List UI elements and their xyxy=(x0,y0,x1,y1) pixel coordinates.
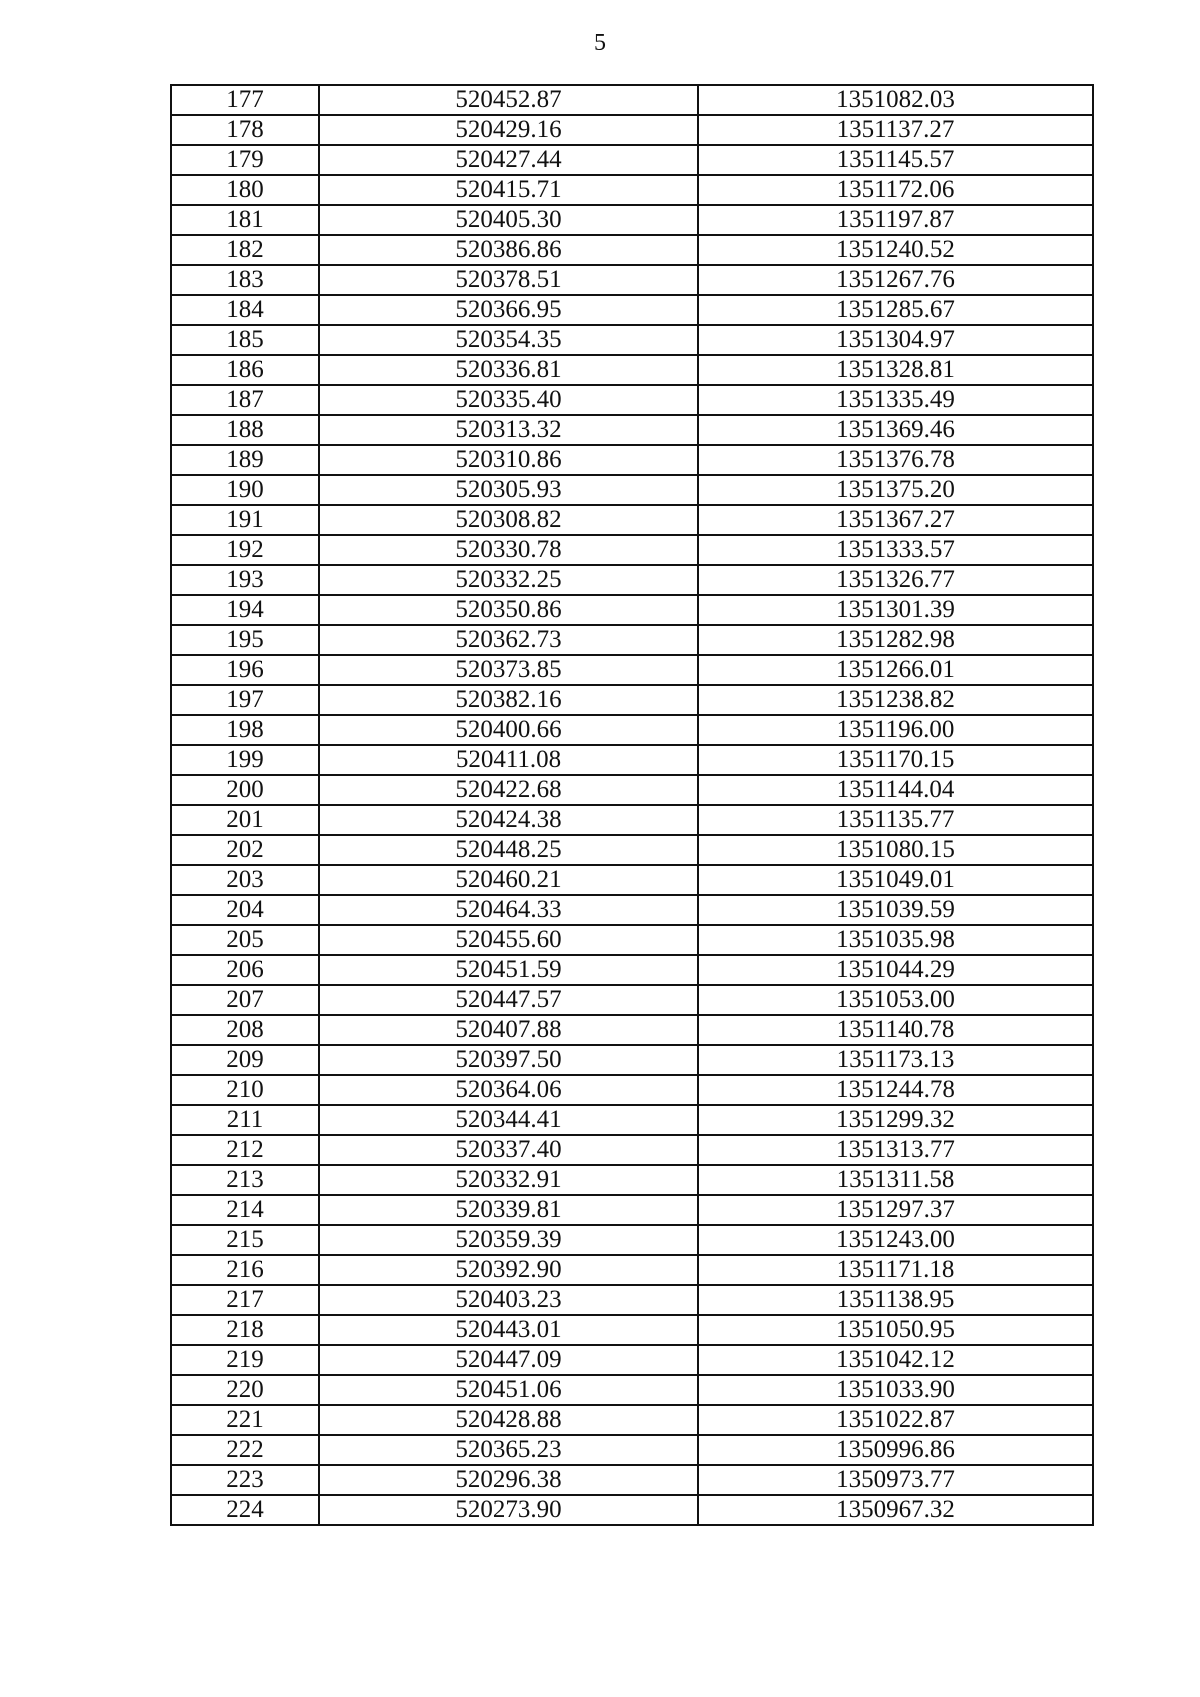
table-row xyxy=(171,895,1093,925)
point-number-cell: 197 xyxy=(171,685,319,715)
table-row xyxy=(171,745,1093,775)
table-row xyxy=(171,685,1093,715)
x-coordinate-cell: 520332.91 xyxy=(319,1165,698,1195)
table-row xyxy=(171,475,1093,505)
table-row xyxy=(171,355,1093,385)
point-number-cell: 205 xyxy=(171,925,319,955)
point-number-cell: 199 xyxy=(171,745,319,775)
table-row xyxy=(171,535,1093,565)
x-coordinate-cell: 520452.87 xyxy=(319,85,698,115)
table-row xyxy=(171,565,1093,595)
x-coordinate-cell: 520332.25 xyxy=(319,565,698,595)
table-row xyxy=(171,85,1093,115)
x-coordinate-cell: 520378.51 xyxy=(319,265,698,295)
point-number-cell: 187 xyxy=(171,385,319,415)
table-row xyxy=(171,445,1093,475)
page-number: 5 xyxy=(594,30,606,56)
x-coordinate-cell: 520354.35 xyxy=(319,325,698,355)
x-coordinate-cell: 520451.06 xyxy=(319,1375,698,1405)
point-number-cell: 193 xyxy=(171,565,319,595)
table-row xyxy=(171,1465,1093,1495)
table-row xyxy=(171,775,1093,805)
table-row xyxy=(171,235,1093,265)
y-coordinate-cell: 1351285.67 xyxy=(698,295,1093,325)
table-row xyxy=(171,1225,1093,1255)
y-coordinate-cell: 1351022.87 xyxy=(698,1405,1093,1435)
y-coordinate-cell: 1351240.52 xyxy=(698,235,1093,265)
y-coordinate-cell: 1351044.29 xyxy=(698,955,1093,985)
point-number-cell: 181 xyxy=(171,205,319,235)
y-coordinate-cell: 1351035.98 xyxy=(698,925,1093,955)
point-number-cell: 210 xyxy=(171,1075,319,1105)
y-coordinate-cell: 1350973.77 xyxy=(698,1465,1093,1495)
x-coordinate-cell: 520455.60 xyxy=(319,925,698,955)
y-coordinate-cell: 1351328.81 xyxy=(698,355,1093,385)
y-coordinate-cell: 1351244.78 xyxy=(698,1075,1093,1105)
point-number-cell: 185 xyxy=(171,325,319,355)
y-coordinate-cell: 1351266.01 xyxy=(698,655,1093,685)
point-number-cell: 195 xyxy=(171,625,319,655)
y-coordinate-cell: 1351369.46 xyxy=(698,415,1093,445)
x-coordinate-cell: 520405.30 xyxy=(319,205,698,235)
point-number-cell: 190 xyxy=(171,475,319,505)
point-number-cell: 200 xyxy=(171,775,319,805)
table-row xyxy=(171,385,1093,415)
y-coordinate-cell: 1351197.87 xyxy=(698,205,1093,235)
y-coordinate-cell: 1351172.06 xyxy=(698,175,1093,205)
x-coordinate-cell: 520403.23 xyxy=(319,1285,698,1315)
x-coordinate-cell: 520350.86 xyxy=(319,595,698,625)
point-number-cell: 188 xyxy=(171,415,319,445)
y-coordinate-cell: 1351313.77 xyxy=(698,1135,1093,1165)
table-row xyxy=(171,1435,1093,1465)
point-number-cell: 212 xyxy=(171,1135,319,1165)
point-number-cell: 221 xyxy=(171,1405,319,1435)
point-number-cell: 186 xyxy=(171,355,319,385)
point-number-cell: 182 xyxy=(171,235,319,265)
x-coordinate-cell: 520464.33 xyxy=(319,895,698,925)
x-coordinate-cell: 520427.44 xyxy=(319,145,698,175)
x-coordinate-cell: 520359.39 xyxy=(319,1225,698,1255)
x-coordinate-cell: 520428.88 xyxy=(319,1405,698,1435)
x-coordinate-cell: 520365.23 xyxy=(319,1435,698,1465)
table-row xyxy=(171,175,1093,205)
x-coordinate-cell: 520273.90 xyxy=(319,1495,698,1525)
coordinates-table xyxy=(170,84,1094,1526)
point-number-cell: 220 xyxy=(171,1375,319,1405)
table-row xyxy=(171,1285,1093,1315)
point-number-cell: 180 xyxy=(171,175,319,205)
x-coordinate-cell: 520362.73 xyxy=(319,625,698,655)
y-coordinate-cell: 1351311.58 xyxy=(698,1165,1093,1195)
point-number-cell: 191 xyxy=(171,505,319,535)
y-coordinate-cell: 1351375.20 xyxy=(698,475,1093,505)
table-row xyxy=(171,145,1093,175)
x-coordinate-cell: 520422.68 xyxy=(319,775,698,805)
x-coordinate-cell: 520447.57 xyxy=(319,985,698,1015)
table-row xyxy=(171,925,1093,955)
y-coordinate-cell: 1351033.90 xyxy=(698,1375,1093,1405)
y-coordinate-cell: 1351301.39 xyxy=(698,595,1093,625)
x-coordinate-cell: 520308.82 xyxy=(319,505,698,535)
y-coordinate-cell: 1350967.32 xyxy=(698,1495,1093,1525)
y-coordinate-cell: 1351135.77 xyxy=(698,805,1093,835)
point-number-cell: 189 xyxy=(171,445,319,475)
x-coordinate-cell: 520424.38 xyxy=(319,805,698,835)
y-coordinate-cell: 1351082.03 xyxy=(698,85,1093,115)
table-row xyxy=(171,985,1093,1015)
table-row xyxy=(171,1135,1093,1165)
table-row xyxy=(171,1105,1093,1135)
point-number-cell: 209 xyxy=(171,1045,319,1075)
x-coordinate-cell: 520407.88 xyxy=(319,1015,698,1045)
table-row xyxy=(171,1375,1093,1405)
y-coordinate-cell: 1351367.27 xyxy=(698,505,1093,535)
y-coordinate-cell: 1351049.01 xyxy=(698,865,1093,895)
x-coordinate-cell: 520386.86 xyxy=(319,235,698,265)
point-number-cell: 177 xyxy=(171,85,319,115)
y-coordinate-cell: 1351171.18 xyxy=(698,1255,1093,1285)
table-row xyxy=(171,625,1093,655)
x-coordinate-cell: 520397.50 xyxy=(319,1045,698,1075)
point-number-cell: 178 xyxy=(171,115,319,145)
table-row xyxy=(171,1315,1093,1345)
point-number-cell: 204 xyxy=(171,895,319,925)
point-number-cell: 223 xyxy=(171,1465,319,1495)
point-number-cell: 196 xyxy=(171,655,319,685)
x-coordinate-cell: 520296.38 xyxy=(319,1465,698,1495)
table-row xyxy=(171,325,1093,355)
x-coordinate-cell: 520330.78 xyxy=(319,535,698,565)
x-coordinate-cell: 520411.08 xyxy=(319,745,698,775)
y-coordinate-cell: 1351335.49 xyxy=(698,385,1093,415)
y-coordinate-cell: 1351170.15 xyxy=(698,745,1093,775)
table-row xyxy=(171,1405,1093,1435)
x-coordinate-cell: 520382.16 xyxy=(319,685,698,715)
point-number-cell: 211 xyxy=(171,1105,319,1135)
point-number-cell: 217 xyxy=(171,1285,319,1315)
point-number-cell: 179 xyxy=(171,145,319,175)
y-coordinate-cell: 1351039.59 xyxy=(698,895,1093,925)
x-coordinate-cell: 520335.40 xyxy=(319,385,698,415)
table-row xyxy=(171,835,1093,865)
table-row xyxy=(171,205,1093,235)
point-number-cell: 218 xyxy=(171,1315,319,1345)
table-row xyxy=(171,295,1093,325)
table-row xyxy=(171,415,1093,445)
point-number-cell: 192 xyxy=(171,535,319,565)
point-number-cell: 202 xyxy=(171,835,319,865)
point-number-cell: 198 xyxy=(171,715,319,745)
table-row xyxy=(171,1255,1093,1285)
point-number-cell: 214 xyxy=(171,1195,319,1225)
table-row xyxy=(171,955,1093,985)
table-row xyxy=(171,1195,1093,1225)
point-number-cell: 201 xyxy=(171,805,319,835)
table-row xyxy=(171,1075,1093,1105)
point-number-cell: 208 xyxy=(171,1015,319,1045)
y-coordinate-cell: 1351282.98 xyxy=(698,625,1093,655)
x-coordinate-cell: 520305.93 xyxy=(319,475,698,505)
y-coordinate-cell: 1351138.95 xyxy=(698,1285,1093,1315)
point-number-cell: 206 xyxy=(171,955,319,985)
y-coordinate-cell: 1351173.13 xyxy=(698,1045,1093,1075)
x-coordinate-cell: 520447.09 xyxy=(319,1345,698,1375)
table-row xyxy=(171,655,1093,685)
x-coordinate-cell: 520460.21 xyxy=(319,865,698,895)
y-coordinate-cell: 1351297.37 xyxy=(698,1195,1093,1225)
x-coordinate-cell: 520366.95 xyxy=(319,295,698,325)
point-number-cell: 216 xyxy=(171,1255,319,1285)
y-coordinate-cell: 1351140.78 xyxy=(698,1015,1093,1045)
y-coordinate-cell: 1351053.00 xyxy=(698,985,1093,1015)
x-coordinate-cell: 520451.59 xyxy=(319,955,698,985)
y-coordinate-cell: 1350996.86 xyxy=(698,1435,1093,1465)
x-coordinate-cell: 520344.41 xyxy=(319,1105,698,1135)
x-coordinate-cell: 520429.16 xyxy=(319,115,698,145)
point-number-cell: 194 xyxy=(171,595,319,625)
point-number-cell: 207 xyxy=(171,985,319,1015)
table-row xyxy=(171,1495,1093,1525)
x-coordinate-cell: 520448.25 xyxy=(319,835,698,865)
y-coordinate-cell: 1351243.00 xyxy=(698,1225,1093,1255)
coordinates-table-body xyxy=(171,85,1093,1525)
x-coordinate-cell: 520392.90 xyxy=(319,1255,698,1285)
y-coordinate-cell: 1351238.82 xyxy=(698,685,1093,715)
y-coordinate-cell: 1351326.77 xyxy=(698,565,1093,595)
table-row xyxy=(171,805,1093,835)
x-coordinate-cell: 520339.81 xyxy=(319,1195,698,1225)
y-coordinate-cell: 1351376.78 xyxy=(698,445,1093,475)
table-row xyxy=(171,1165,1093,1195)
x-coordinate-cell: 520337.40 xyxy=(319,1135,698,1165)
table-row xyxy=(171,1045,1093,1075)
x-coordinate-cell: 520336.81 xyxy=(319,355,698,385)
y-coordinate-cell: 1351042.12 xyxy=(698,1345,1093,1375)
y-coordinate-cell: 1351304.97 xyxy=(698,325,1093,355)
y-coordinate-cell: 1351137.27 xyxy=(698,115,1093,145)
point-number-cell: 213 xyxy=(171,1165,319,1195)
x-coordinate-cell: 520373.85 xyxy=(319,655,698,685)
point-number-cell: 224 xyxy=(171,1495,319,1525)
table-row xyxy=(171,265,1093,295)
y-coordinate-cell: 1351050.95 xyxy=(698,1315,1093,1345)
y-coordinate-cell: 1351144.04 xyxy=(698,775,1093,805)
point-number-cell: 183 xyxy=(171,265,319,295)
table-row xyxy=(171,115,1093,145)
y-coordinate-cell: 1351145.57 xyxy=(698,145,1093,175)
x-coordinate-cell: 520364.06 xyxy=(319,1075,698,1105)
y-coordinate-cell: 1351333.57 xyxy=(698,535,1093,565)
table-row xyxy=(171,1345,1093,1375)
point-number-cell: 215 xyxy=(171,1225,319,1255)
x-coordinate-cell: 520443.01 xyxy=(319,1315,698,1345)
y-coordinate-cell: 1351267.76 xyxy=(698,265,1093,295)
table-row xyxy=(171,715,1093,745)
point-number-cell: 184 xyxy=(171,295,319,325)
table-row xyxy=(171,865,1093,895)
point-number-cell: 222 xyxy=(171,1435,319,1465)
point-number-cell: 219 xyxy=(171,1345,319,1375)
y-coordinate-cell: 1351299.32 xyxy=(698,1105,1093,1135)
y-coordinate-cell: 1351080.15 xyxy=(698,835,1093,865)
table-row xyxy=(171,595,1093,625)
x-coordinate-cell: 520310.86 xyxy=(319,445,698,475)
x-coordinate-cell: 520400.66 xyxy=(319,715,698,745)
point-number-cell: 203 xyxy=(171,865,319,895)
y-coordinate-cell: 1351196.00 xyxy=(698,715,1093,745)
table-row xyxy=(171,1015,1093,1045)
table-row xyxy=(171,505,1093,535)
x-coordinate-cell: 520313.32 xyxy=(319,415,698,445)
x-coordinate-cell: 520415.71 xyxy=(319,175,698,205)
